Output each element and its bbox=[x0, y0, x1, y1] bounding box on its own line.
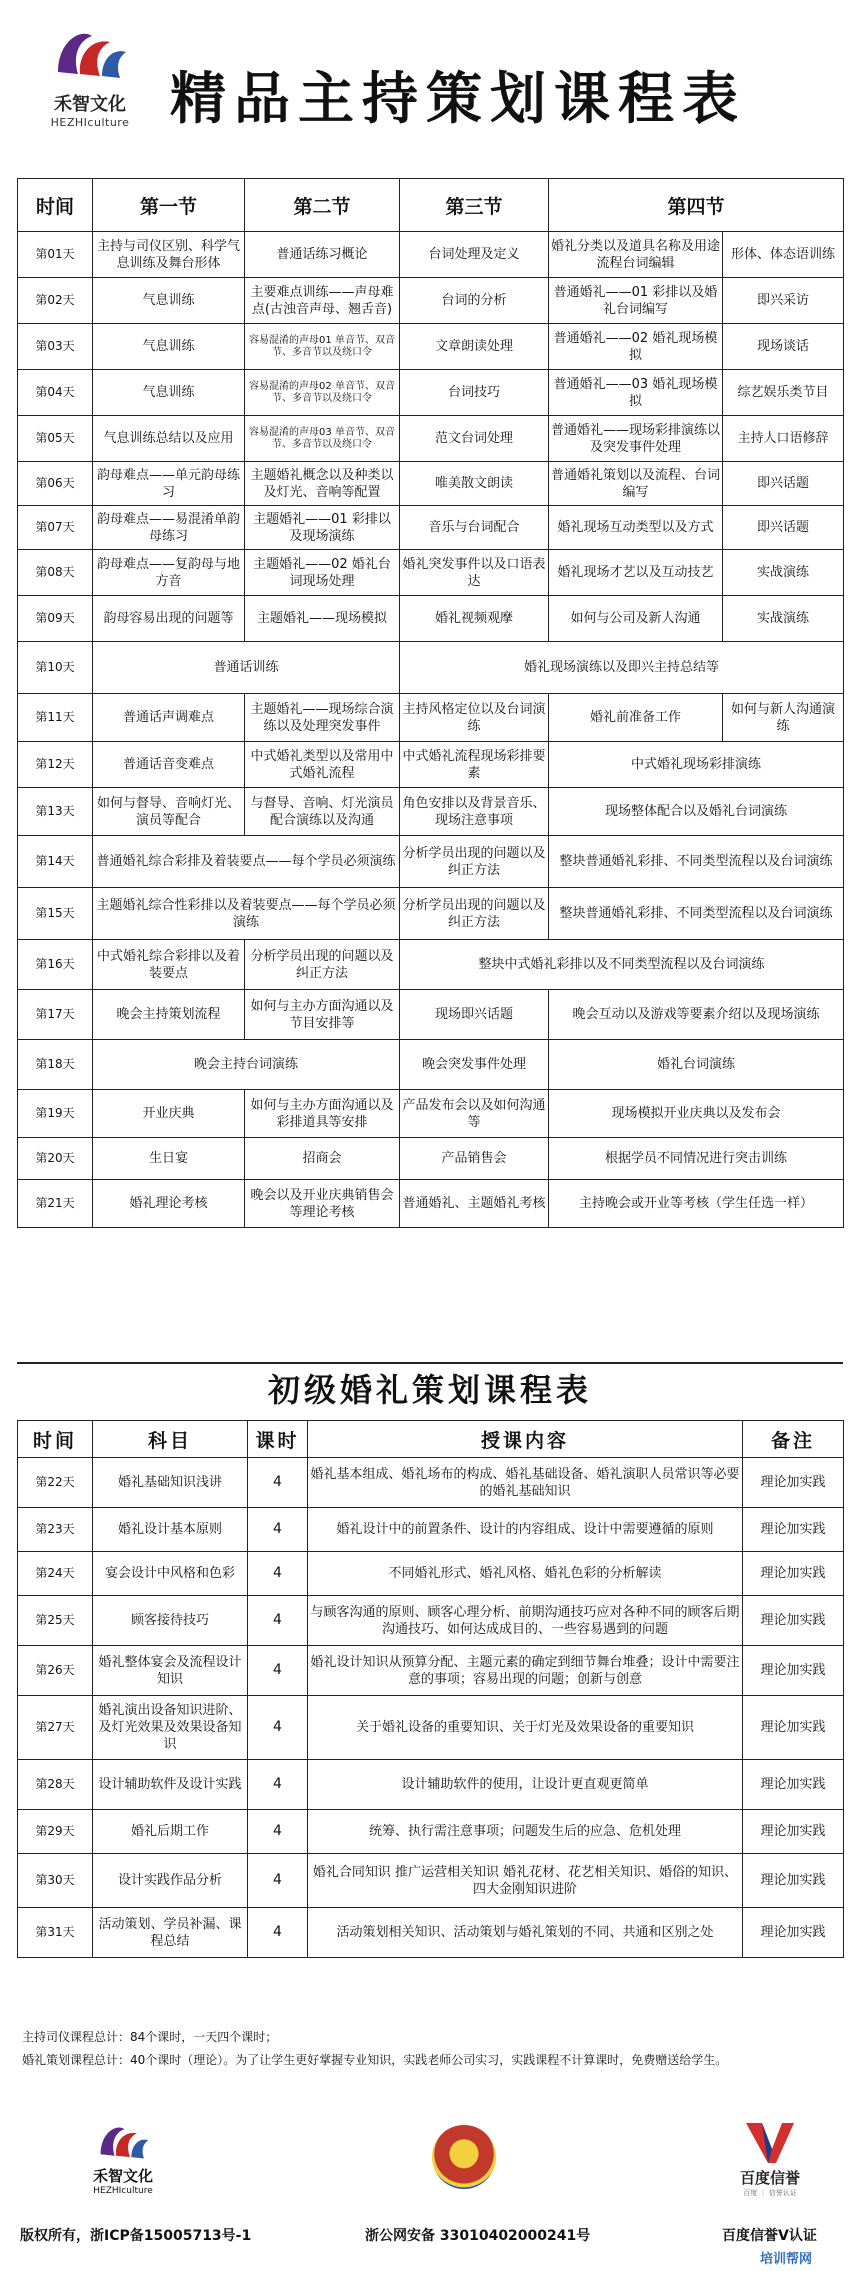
baidu-credit-text: 百度信誉V认证 bbox=[722, 2228, 817, 2244]
table-cell: 现场模拟开业庆典以及发布会 bbox=[549, 1090, 844, 1138]
table-cell: 普通婚礼——现场彩排演练以及突发事件处理 bbox=[549, 416, 723, 462]
baidu-credit-logo bbox=[715, 2117, 825, 2198]
content-cell: 婚礼基本组成、婚礼场布的构成、婚礼基础设备、婚礼演职人员常识等必要的婚礼基础知识 bbox=[308, 1458, 743, 1508]
table-cell: 气息训练 bbox=[93, 278, 245, 324]
page-footer bbox=[0, 2095, 860, 2271]
table-cell: 产品销售会 bbox=[400, 1138, 549, 1180]
day-cell: 第12天 bbox=[18, 742, 93, 788]
remark-cell: 理论加实践 bbox=[743, 1596, 844, 1646]
subject-cell: 活动策划、学员补漏、课程总结 bbox=[93, 1908, 248, 1958]
table-cell: 普通婚礼综合彩排及着装要点——每个学员必须演练 bbox=[93, 836, 400, 888]
table-cell: 形体、体态语训练 bbox=[723, 232, 844, 278]
baidu-credit-small: 百度 ｜ 信誉认证 bbox=[743, 2189, 797, 2197]
table-cell: 根据学员不同情况进行突击训练 bbox=[549, 1138, 844, 1180]
table-cell: 主持人口语修辞 bbox=[723, 416, 844, 462]
table-cell: 整块中式婚礼彩排以及不同类型流程以及台词演练 bbox=[400, 940, 844, 990]
table-cell: 婚礼理论考核 bbox=[93, 1180, 245, 1228]
table-cell: 主持与司仪区别、科学气息训练及舞台形体 bbox=[93, 232, 245, 278]
remark-cell: 理论加实践 bbox=[743, 1458, 844, 1508]
table-cell: 气息训练总结以及应用 bbox=[93, 416, 245, 462]
table-row bbox=[18, 1180, 844, 1228]
table-cell: 容易混淆的声母01 单音节、双音节、多音节以及绕口令 bbox=[245, 324, 400, 370]
table-cell: 普通婚礼——02 婚礼现场模拟 bbox=[549, 324, 723, 370]
table-cell: 容易混淆的声母02 单音节、双音节、多音节以及绕口令 bbox=[245, 370, 400, 416]
table-row bbox=[18, 642, 844, 694]
table-row bbox=[18, 940, 844, 990]
table-cell: 开业庆典 bbox=[93, 1090, 245, 1138]
table-cell: 现场整体配合以及婚礼台词演练 bbox=[549, 788, 844, 836]
page-title: 精品主持策划课程表 bbox=[170, 66, 746, 132]
hours-cell: 4 bbox=[248, 1646, 308, 1696]
content-cell: 不同婚礼形式、婚礼风格、婚礼色彩的分析解读 bbox=[308, 1552, 743, 1596]
table-cell: 即兴话题 bbox=[723, 506, 844, 550]
hours-cell: 4 bbox=[248, 1596, 308, 1646]
hours-cell: 4 bbox=[248, 1458, 308, 1508]
table-cell: 台词的分析 bbox=[400, 278, 549, 324]
day-cell: 第01天 bbox=[18, 232, 93, 278]
table-cell: 婚礼现场演练以及即兴主持总结等 bbox=[400, 642, 844, 694]
table-cell: 整块普通婚礼彩排、不同类型流程以及台词演练 bbox=[549, 888, 844, 940]
table-cell: 婚礼突发事件以及口语表达 bbox=[400, 550, 549, 596]
table-cell: 如何与主办方面沟通以及彩排道具等安排 bbox=[245, 1090, 400, 1138]
day-cell: 第30天 bbox=[18, 1854, 93, 1908]
table-row bbox=[18, 1040, 844, 1090]
table-cell: 分析学员出现的问题以及纠正方法 bbox=[245, 940, 400, 990]
table-cell: 即兴采访 bbox=[723, 278, 844, 324]
day-cell: 第08天 bbox=[18, 550, 93, 596]
table-cell: 唯美散文朗读 bbox=[400, 462, 549, 506]
table-cell: 普通话训练 bbox=[93, 642, 400, 694]
hours-cell: 4 bbox=[248, 1810, 308, 1854]
table-cell: 中式婚礼类型以及常用中式婚礼流程 bbox=[245, 742, 400, 788]
table-cell: 主题婚礼——现场综合演练以及处理突发事件 bbox=[245, 694, 400, 742]
table-cell: 婚礼分类以及道具名称及用途 流程台词编辑 bbox=[549, 232, 723, 278]
table-cell: 与督导、音响、灯光演员配合演练以及沟通 bbox=[245, 788, 400, 836]
day-cell: 第15天 bbox=[18, 888, 93, 940]
table-cell: 台词处理及定义 bbox=[400, 232, 549, 278]
day-cell: 第13天 bbox=[18, 788, 93, 836]
table-cell: 晚会主持台词演练 bbox=[93, 1040, 400, 1090]
table-cell: 如何与督导、音响灯光、演员等配合 bbox=[93, 788, 245, 836]
v-check-icon bbox=[742, 2117, 798, 2167]
wedding-course-table bbox=[17, 1420, 844, 1958]
brand-name: 禾智文化 bbox=[54, 94, 126, 115]
day-cell: 第02天 bbox=[18, 278, 93, 324]
table-row bbox=[18, 1810, 844, 1854]
col-header-session-3: 第三节 bbox=[400, 179, 549, 232]
table-row bbox=[18, 1854, 844, 1908]
table-cell: 婚礼现场才艺以及互动技艺 bbox=[549, 550, 723, 596]
table-row bbox=[18, 990, 844, 1040]
table-cell: 现场谈话 bbox=[723, 324, 844, 370]
table-cell: 普通婚礼——03 婚礼现场模拟 bbox=[549, 370, 723, 416]
day-cell: 第21天 bbox=[18, 1180, 93, 1228]
table-cell: 中式婚礼综合彩排以及着装要点 bbox=[93, 940, 245, 990]
col-header-session-2: 第二节 bbox=[245, 179, 400, 232]
table-cell: 文章朗读处理 bbox=[400, 324, 549, 370]
day-cell: 第22天 bbox=[18, 1458, 93, 1508]
col-header-session-1: 第一节 bbox=[93, 179, 245, 232]
table-row bbox=[18, 1596, 844, 1646]
table-cell: 实战演练 bbox=[723, 550, 844, 596]
table-cell: 婚礼台词演练 bbox=[549, 1040, 844, 1090]
day-cell: 第17天 bbox=[18, 990, 93, 1040]
table-row bbox=[18, 1508, 844, 1552]
table-row bbox=[18, 1760, 844, 1810]
day-cell: 第14天 bbox=[18, 836, 93, 888]
table-cell: 实战演练 bbox=[723, 596, 844, 642]
table-cell: 生日宴 bbox=[93, 1138, 245, 1180]
table-cell: 晚会互动以及游戏等要素介绍以及现场演练 bbox=[549, 990, 844, 1040]
section-title: 初级婚礼策划课程表 bbox=[267, 1371, 592, 1409]
table-cell: 综艺娱乐类节目 bbox=[723, 370, 844, 416]
day-cell: 第31天 bbox=[18, 1908, 93, 1958]
note-host-total: 主持司仪课程总计：84个课时，一天四个课时； bbox=[22, 2030, 278, 2044]
note-wedding-total: 婚礼策划课程总计：40个课时（理论）。为了让学生更好掌握专业知识，实践老师公司实习，实践课程不计算课时，免费赠送给学生。 bbox=[22, 2053, 728, 2067]
table-row bbox=[18, 370, 844, 416]
table-cell: 晚会突发事件处理 bbox=[400, 1040, 549, 1090]
day-cell: 第11天 bbox=[18, 694, 93, 742]
hours-cell: 4 bbox=[248, 1696, 308, 1760]
table-row bbox=[18, 694, 844, 742]
day-cell: 第05天 bbox=[18, 416, 93, 462]
day-cell: 第23天 bbox=[18, 1508, 93, 1552]
day-cell: 第16天 bbox=[18, 940, 93, 990]
remark-cell: 理论加实践 bbox=[743, 1646, 844, 1696]
content-cell: 婚礼设计中的前置条件、设计的内容组成、设计中需要遵循的原则 bbox=[308, 1508, 743, 1552]
day-cell: 第24天 bbox=[18, 1552, 93, 1596]
brand-logo bbox=[40, 22, 140, 132]
table-row bbox=[18, 324, 844, 370]
table-cell: 分析学员出现的问题以及纠正方法 bbox=[400, 888, 549, 940]
section-divider bbox=[17, 1338, 843, 1364]
table-cell: 主持晚会或开业等考核（学生任选一样） bbox=[549, 1180, 844, 1228]
subject-cell: 婚礼整体宴会及流程设计知识 bbox=[93, 1646, 248, 1696]
table-cell: 韵母容易出现的问题等 bbox=[93, 596, 245, 642]
table-cell: 主题婚礼概念以及种类以及灯光、音响等配置 bbox=[245, 462, 400, 506]
subject-cell: 婚礼后期工作 bbox=[93, 1810, 248, 1854]
col-header-content: 授课内容 bbox=[308, 1421, 743, 1458]
footer-brand-en: HEZHIculture bbox=[93, 2186, 153, 2196]
col-header-hours: 课时 bbox=[248, 1421, 308, 1458]
table-cell: 普通婚礼——01 彩排以及婚礼台词编写 bbox=[549, 278, 723, 324]
subject-cell: 婚礼设计基本原则 bbox=[93, 1508, 248, 1552]
day-cell: 第03天 bbox=[18, 324, 93, 370]
content-cell: 设计辅助软件的使用，让设计更直观更简单 bbox=[308, 1760, 743, 1810]
hours-cell: 4 bbox=[248, 1552, 308, 1596]
col-header-session-4: 第四节 bbox=[549, 179, 844, 232]
col-header-subject: 科目 bbox=[93, 1421, 248, 1458]
table-cell: 普通婚礼、主题婚礼考核 bbox=[400, 1180, 549, 1228]
page-header bbox=[0, 0, 860, 175]
table-cell: 如何与主办方面沟通以及节目安排等 bbox=[245, 990, 400, 1040]
table-row bbox=[18, 550, 844, 596]
table-row bbox=[18, 232, 844, 278]
table-row bbox=[18, 836, 844, 888]
table-cell: 韵母难点——单元韵母练习 bbox=[93, 462, 245, 506]
remark-cell: 理论加实践 bbox=[743, 1760, 844, 1810]
table-row bbox=[18, 1552, 844, 1596]
table-cell: 气息训练 bbox=[93, 370, 245, 416]
baidu-credit-name: 百度信誉 bbox=[739, 2169, 800, 2187]
table-cell: 主题婚礼综合性彩排以及着装要点——每个学员必须演练 bbox=[93, 888, 400, 940]
table-row bbox=[18, 1696, 844, 1760]
subject-cell: 宴会设计中风格和色彩 bbox=[93, 1552, 248, 1596]
table-row bbox=[18, 278, 844, 324]
host-course-body bbox=[18, 232, 844, 1228]
table-cell: 婚礼前准备工作 bbox=[549, 694, 723, 742]
wedding-course-body bbox=[18, 1458, 844, 1958]
content-cell: 统筹、执行需注意事项；问题发生后的应急、危机处理 bbox=[308, 1810, 743, 1854]
table-cell: 气息训练 bbox=[93, 324, 245, 370]
subject-cell: 婚礼演出设备知识进阶、及灯光效果及效果设备知识 bbox=[93, 1696, 248, 1760]
day-cell: 第18天 bbox=[18, 1040, 93, 1090]
col-header-remark: 备注 bbox=[743, 1421, 844, 1458]
table-cell: 普通话练习概论 bbox=[245, 232, 400, 278]
site-watermark: 培训帮网 bbox=[760, 2252, 813, 2267]
day-cell: 第27天 bbox=[18, 1696, 93, 1760]
hours-cell: 4 bbox=[248, 1854, 308, 1908]
table-cell: 主要难点训练——声母难点(古浊音声母、翘舌音) bbox=[245, 278, 400, 324]
police-emblem-icon bbox=[432, 2125, 496, 2189]
table-cell: 如何与公司及新人沟通 bbox=[549, 596, 723, 642]
remark-cell: 理论加实践 bbox=[743, 1508, 844, 1552]
remark-cell: 理论加实践 bbox=[743, 1552, 844, 1596]
copyright-text: 版权所有，浙ICP备15005713号-1 bbox=[20, 2228, 252, 2244]
table-cell: 主题婚礼——01 彩排以及现场演练 bbox=[245, 506, 400, 550]
day-cell: 第10天 bbox=[18, 642, 93, 694]
table-row bbox=[18, 888, 844, 940]
brand-mark-icon bbox=[95, 2117, 151, 2165]
table-cell: 晚会主持策划流程 bbox=[93, 990, 245, 1040]
day-cell: 第29天 bbox=[18, 1810, 93, 1854]
table-header-row bbox=[18, 1421, 844, 1458]
table-row bbox=[18, 416, 844, 462]
police-record-text: 浙公网安备 33010402000241号 bbox=[365, 2228, 591, 2244]
table-cell: 主题婚礼——现场模拟 bbox=[245, 596, 400, 642]
table-cell: 普通婚礼策划以及流程、台词编写 bbox=[549, 462, 723, 506]
table-row bbox=[18, 1908, 844, 1958]
table-cell: 主持风格定位以及台词演练 bbox=[400, 694, 549, 742]
table-cell: 中式婚礼现场彩排演练 bbox=[549, 742, 844, 788]
brand-mark-icon bbox=[50, 22, 130, 84]
col-header-time: 时间 bbox=[18, 1421, 93, 1458]
remark-cell: 理论加实践 bbox=[743, 1696, 844, 1760]
table-cell: 晚会以及开业庆典销售会等理论考核 bbox=[245, 1180, 400, 1228]
table-cell: 音乐与台词配合 bbox=[400, 506, 549, 550]
table-row bbox=[18, 1138, 844, 1180]
table-cell: 角色安排以及背景音乐、现场注意事项 bbox=[400, 788, 549, 836]
table-header-row bbox=[18, 179, 844, 232]
table-row bbox=[18, 1646, 844, 1696]
content-cell: 婚礼合同知识 推广运营相关知识 婚礼花材、花艺相关知识、婚俗的知识、四大金刚知识进阶 bbox=[308, 1854, 743, 1908]
content-cell: 与顾客沟通的原则、顾客心理分析、前期沟通技巧应对各种不同的顾客后期沟通技巧、如何达成成目的、一些容易遇到的问题 bbox=[308, 1596, 743, 1646]
hours-cell: 4 bbox=[248, 1760, 308, 1810]
table-cell: 普通话音变难点 bbox=[93, 742, 245, 788]
day-cell: 第28天 bbox=[18, 1760, 93, 1810]
table-cell: 即兴话题 bbox=[723, 462, 844, 506]
table-cell: 台词技巧 bbox=[400, 370, 549, 416]
table-cell: 如何与新人沟通演练 bbox=[723, 694, 844, 742]
table-cell: 整块普通婚礼彩排、不同类型流程以及台词演练 bbox=[549, 836, 844, 888]
host-course-table bbox=[17, 178, 844, 1228]
footer-brand-name: 禾智文化 bbox=[92, 2167, 153, 2185]
day-cell: 第25天 bbox=[18, 1596, 93, 1646]
day-cell: 第09天 bbox=[18, 596, 93, 642]
table-cell: 韵母难点——易混淆单韵母练习 bbox=[93, 506, 245, 550]
remark-cell: 理论加实践 bbox=[743, 1908, 844, 1958]
day-cell: 第20天 bbox=[18, 1138, 93, 1180]
table-cell: 婚礼视频观摩 bbox=[400, 596, 549, 642]
table-cell: 产品发布会以及如何沟通等 bbox=[400, 1090, 549, 1138]
content-cell: 活动策划相关知识、活动策划与婚礼策划的不同、共通和区别之处 bbox=[308, 1908, 743, 1958]
day-cell: 第04天 bbox=[18, 370, 93, 416]
subject-cell: 设计辅助软件及设计实践 bbox=[93, 1760, 248, 1810]
table-cell: 容易混淆的声母03 单音节、双音节、多音节以及绕口令 bbox=[245, 416, 400, 462]
table-cell: 分析学员出现的问题以及纠正方法 bbox=[400, 836, 549, 888]
remark-cell: 理论加实践 bbox=[743, 1854, 844, 1908]
day-cell: 第26天 bbox=[18, 1646, 93, 1696]
table-row bbox=[18, 788, 844, 836]
table-cell: 范文台词处理 bbox=[400, 416, 549, 462]
table-row bbox=[18, 1090, 844, 1138]
subject-cell: 顾客接待技巧 bbox=[93, 1596, 248, 1646]
day-cell: 第07天 bbox=[18, 506, 93, 550]
hours-cell: 4 bbox=[248, 1508, 308, 1552]
content-cell: 婚礼设计知识从预算分配、主题元素的确定到细节舞台堆叠；设计中需要注意的事项；容易出现的问题；创新与创意 bbox=[308, 1646, 743, 1696]
table-cell: 招商会 bbox=[245, 1138, 400, 1180]
table-cell: 主题婚礼——02 婚礼台词现场处理 bbox=[245, 550, 400, 596]
day-cell: 第06天 bbox=[18, 462, 93, 506]
content-cell: 关于婚礼设备的重要知识、关于灯光及效果设备的重要知识 bbox=[308, 1696, 743, 1760]
table-cell: 韵母难点——复韵母与地方音 bbox=[93, 550, 245, 596]
table-row bbox=[18, 596, 844, 642]
table-cell: 婚礼现场互动类型以及方式 bbox=[549, 506, 723, 550]
table-row bbox=[18, 506, 844, 550]
table-cell: 现场即兴话题 bbox=[400, 990, 549, 1040]
table-row bbox=[18, 1458, 844, 1508]
col-header-time: 时间 bbox=[18, 179, 93, 232]
table-row bbox=[18, 742, 844, 788]
hours-cell: 4 bbox=[248, 1908, 308, 1958]
table-cell: 普通话声调难点 bbox=[93, 694, 245, 742]
subject-cell: 婚礼基础知识浅讲 bbox=[93, 1458, 248, 1508]
footer-brand-logo bbox=[68, 2117, 178, 2196]
table-row bbox=[18, 462, 844, 506]
remark-cell: 理论加实践 bbox=[743, 1810, 844, 1854]
day-cell: 第19天 bbox=[18, 1090, 93, 1138]
subject-cell: 设计实践作品分析 bbox=[93, 1854, 248, 1908]
table-cell: 中式婚礼流程现场彩排要素 bbox=[400, 742, 549, 788]
brand-en: HEZHIculture bbox=[50, 116, 130, 129]
course-notes bbox=[22, 2026, 842, 2072]
